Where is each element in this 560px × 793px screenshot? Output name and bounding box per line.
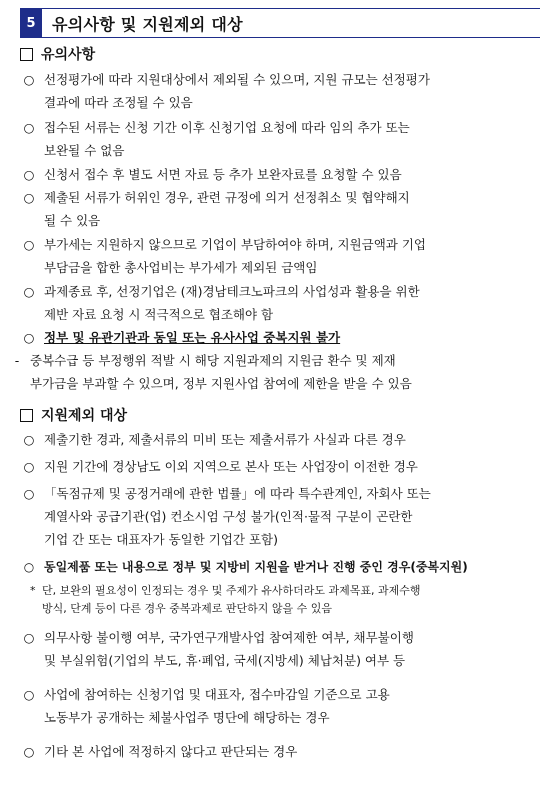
list-item: ○ 사업에 참여하는 신청기업 및 대표자, 접수마감일 기준으로 고용 노동부가 공개하는 체불사업주 명단에 해당하는 경우: [22, 683, 542, 729]
bullet-circle-icon: ○: [23, 190, 35, 205]
list-subitem: - 중복수급 등 부정행위 적발 시 해당 지원과제의 지원금 환수 및 제재 부가금을 부과할 수 있으며, 정부 지원사업 참여에 제한을 받을 수 있음: [10, 349, 542, 395]
list-item: ○ 지원 기간에 경상남도 이외 지역으로 본사 또는 사업장이 이전한 경우: [22, 455, 542, 478]
bullet-circle-icon: ○: [23, 486, 35, 501]
bullet-circle-icon: ○: [23, 284, 35, 299]
list-item: ○ 「독점규제 및 공정거래에 관한 법률」에 따라 특수관계인, 자회사 또는 계열사와 공급기관(업) 컨소시엄 구성 불가(인적·물적 구분이 곤란한 기업 간 또는 대표자가 동일한 기업간 포함): [22, 482, 542, 551]
bullet-circle-icon: ○: [23, 560, 35, 574]
list-item-emphasis: ○ 정부 및 유관기관과 동일 또는 유사사업 중복지원 불가: [22, 326, 542, 349]
list-item: ○ 제출된 서류가 허위인 경우, 관련 규정에 의거 선정취소 및 협약해지 될 수 있음: [22, 186, 542, 232]
bullet-circle-icon: ○: [23, 630, 35, 645]
list-item: ○ 제출기한 경과, 제출서류의 미비 또는 제출서류가 사실과 다른 경우: [22, 428, 542, 451]
list-item: ○ 선정평가에 따라 지원대상에서 제외될 수 있으며, 지원 규모는 선정평가 결과에 따라 조정될 수 있음: [22, 68, 542, 114]
bullet-circle-icon: ○: [23, 237, 35, 252]
section-title: 유의사항 및 지원제외 대상: [52, 14, 243, 34]
checkbox-square-icon: [20, 48, 33, 61]
checkbox-square-icon: [20, 409, 33, 422]
bullet-circle-icon: ○: [23, 120, 35, 135]
bullet-circle-icon: ○: [23, 432, 35, 447]
bullet-dash-icon: -: [14, 353, 20, 368]
subsection-heading-notes: [20, 44, 95, 64]
bullet-circle-icon: ○: [23, 167, 35, 182]
list-item: ○ 과제종료 후, 선정기업은 (재)경남테크노파크의 사업성과 활용을 위한 제반 자료 요청 시 적극적으로 협조해야 함: [22, 280, 542, 326]
list-item-emphasis: ○ 동일제품 또는 내용으로 정부 및 지방비 지원을 받거나 진행 중인 경우(중복지원): [22, 556, 542, 579]
subsection-title: 유의사항: [41, 47, 96, 63]
list-item: ○ 접수된 서류는 신청 기간 이후 신청기업 요청에 따라 임의 추가 또는 보완될 수 없음: [22, 116, 542, 162]
bullet-circle-icon: ○: [23, 72, 35, 87]
bullet-circle-icon: ○: [23, 330, 35, 345]
subsection-title: 지원제외 대상: [41, 408, 128, 424]
bullet-circle-icon: ○: [23, 459, 35, 474]
bullet-circle-icon: ○: [23, 744, 35, 759]
footnote: * 단, 보완의 필요성이 인정되는 경우 및 주제가 유사하더라도 과제목표, 과제수행 방식, 단계 등이 다른 경우 중복과제로 판단하지 않을 수 있음: [30, 584, 421, 615]
list-item: ○ 신청서 접수 후 별도 서면 자료 등 추가 보완자료를 요청할 수 있음: [22, 163, 542, 186]
list-item: ○ 부가세는 지원하지 않으므로 기업이 부담하여야 하며, 지원금액과 기업 부담금을 합한 총사업비는 부가세가 제외된 금액임: [22, 233, 542, 279]
list-item: ○ 기타 본 사업에 적정하지 않다고 판단되는 경우: [22, 740, 542, 763]
asterisk-icon: *: [30, 584, 36, 597]
section-number-badge: 5: [20, 9, 42, 37]
bullet-circle-icon: ○: [23, 687, 35, 702]
section-header: [20, 8, 540, 38]
list-item: ○ 의무사항 불이행 여부, 국가연구개발사업 참여제한 여부, 채무불이행 및 부실위험(기업의 부도, 휴·폐업, 국세(지방세) 체납처분) 여부 등: [22, 626, 542, 672]
subsection-heading-exclusions: [20, 405, 127, 425]
